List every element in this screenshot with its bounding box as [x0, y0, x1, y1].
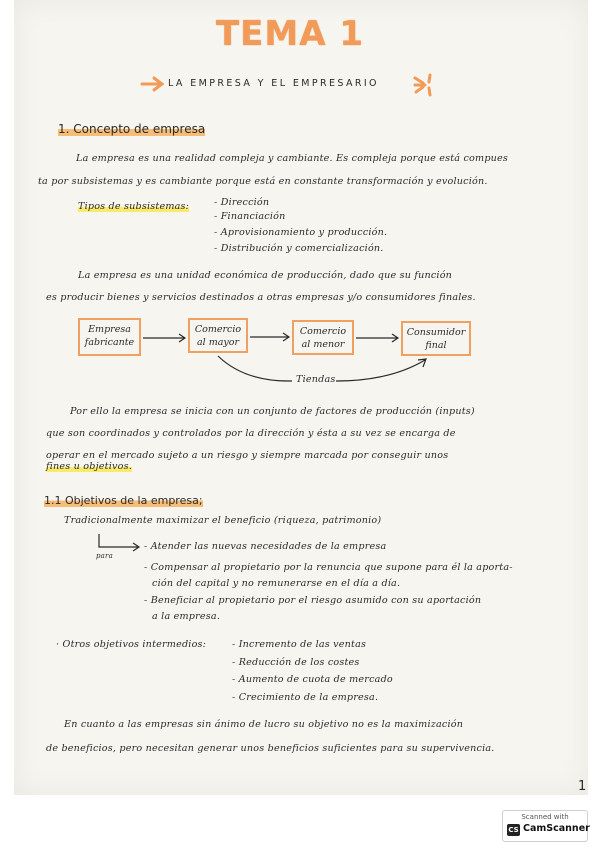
branch-arrow-icon: [96, 532, 144, 554]
paragraph-3-line: fines u objetivos.: [46, 461, 132, 472]
flow-node-fabricante: Empresa fabricante: [78, 318, 141, 356]
paragraph-3-line: que son coordinados y controlados por la dirección y ésta a su vez se encarga de: [46, 428, 456, 439]
flow-node-mayor: Comercio al mayor: [188, 318, 248, 353]
paragraph-1-line-2: ta por subsistemas y es cambiante porque está en constante transformación y evolución.: [38, 176, 488, 187]
paragraph-3-line: Por ello la empresa se inicia con un conjunto de factores de producción (inputs): [70, 406, 475, 417]
page-subtitle: LA EMPRESA Y EL EMPRESARIO: [168, 78, 379, 89]
page-number: 1: [578, 779, 587, 794]
intermediate-item: - Aumento de cuota de mercado: [232, 674, 393, 685]
subsystem-item: - Distribución y comercialización.: [214, 243, 384, 254]
subsystems-label: Tipos de subsistemas:: [78, 201, 190, 212]
goal-item: - Compensar al propietario por la renuncia que supone para él la aporta-: [144, 562, 513, 573]
camscanner-watermark: [502, 810, 588, 842]
page-title: TEMA 1: [215, 14, 365, 54]
goal-item: - Beneficiar al propietario por el riesgo asumido con su aportación: [144, 595, 482, 606]
goal-item: - Atender las nuevas necesidades de la empresa: [144, 541, 387, 552]
intermediate-item: - Crecimiento de la empresa.: [232, 692, 379, 703]
subsystem-item: - Dirección: [214, 197, 270, 208]
goal-item: ción del capital y no remunerarse en el día a día.: [152, 578, 401, 589]
traditional-goal: Tradicionalmente maximizar el beneficio (riqueza, patrimonio): [64, 515, 382, 526]
subsystem-item: - Financiación: [214, 211, 286, 222]
intermediate-item: - Incremento de las ventas: [232, 639, 367, 650]
intermediate-objectives-label: · Otros objetivos intermedios:: [56, 639, 207, 650]
subsystem-item: - Aprovisionamiento y producción.: [214, 227, 388, 238]
flow-node-consumidor: Consumidor final: [401, 321, 471, 356]
goal-item: a la empresa.: [152, 611, 221, 622]
closing-line-2: de beneficios, pero necesitan generar unos beneficios suficientes para su supervivencia.: [46, 743, 495, 754]
flow-bypass-label: Tiendas: [296, 374, 336, 385]
para-label: para: [96, 552, 113, 560]
camscanner-logo-icon: CS: [508, 826, 519, 834]
paragraph-2-line-2: es producir bienes y servicios destinados a otras empresas y/o consumidores finales.: [46, 292, 476, 303]
paragraph-1-line-1: La empresa es una realidad compleja y cambiante. Es compleja porque está compues: [76, 153, 509, 164]
paragraph-3-line: operar en el mercado sujeto a un riesgo y siempre marcada por conseguir unos: [46, 450, 449, 461]
flow-arrows: [0, 0, 599, 400]
closing-line-1: En cuanto a las empresas sin ánimo de lucro su objetivo no es la maximización: [64, 719, 464, 730]
paragraph-2-line-1: La empresa es una unidad económica de producción, dado que su función: [78, 270, 453, 281]
intermediate-item: - Reducción de los costes: [232, 657, 360, 668]
section-heading-objetivos: 1.1 Objetivos de la empresa;: [44, 494, 203, 507]
scanned-with-label: Scanned with: [521, 813, 569, 821]
flow-node-menor: Comercio al menor: [292, 320, 354, 355]
section-heading-concepto: 1. Concepto de empresa: [58, 122, 206, 136]
camscanner-brand: CamScanner: [523, 823, 590, 834]
